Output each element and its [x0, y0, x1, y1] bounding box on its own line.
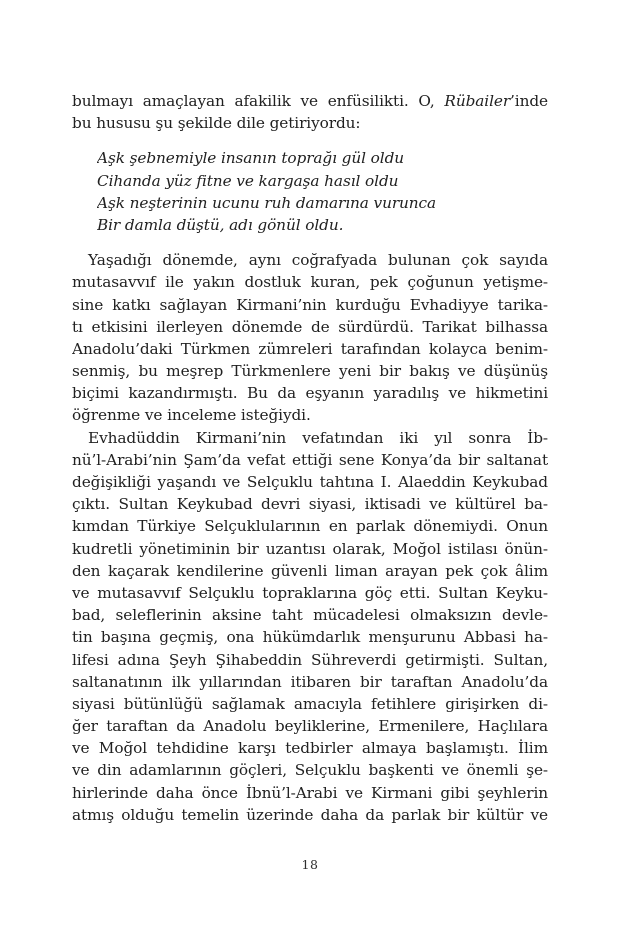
- continuation-paragraph: [72, 90, 548, 134]
- italic-text: Rübailer: [444, 92, 511, 110]
- text-line: bad, seleflerinin aksine taht mücadelesi olmaksızın devle-: [72, 606, 548, 625]
- text-line: kımdan Türkiye Selçuklularının en parlak dönemiydi. Onun: [72, 517, 548, 536]
- text-line: Yaşadığı dönemde, aynı coğrafyada bulunan çok sayıda: [88, 251, 548, 270]
- poem-quote: [97, 147, 548, 236]
- text-line: saltanatının ilk yıllarından itibaren bir taraftan Anadolu’da: [72, 672, 548, 691]
- text-line: ve mutasavvıf Selçuklu topraklarına göç etti. Sultan Keyku-: [72, 583, 548, 602]
- text-line: sine katkı sağlayan Kirmani’nin kurduğu Evhadiyye tarika-: [72, 295, 548, 314]
- text-line: Anadolu’daki Türkmen zümreleri tarafından kolayca benim-: [72, 339, 548, 358]
- text-line: mutasavvıf ile yakın dostluk kuran, pek çoğunun yetişme-: [72, 273, 548, 292]
- text-line: Aşk neşterinin ucunu ruh damarına vurunca: [97, 193, 437, 212]
- text-line: senmiş, bu meşrep Türkmenlere yeni bir bakış ve düşünüş: [72, 362, 548, 381]
- text-line: öğrenme ve inceleme isteğiydi.: [72, 406, 311, 425]
- text-line: Bir damla düştü, adı gönül oldu.: [97, 215, 344, 234]
- text-line: lifesi adına Şeyh Şihabeddin Sühreverdi getirmişti. Sultan,: [72, 650, 548, 669]
- text-line: nü’l-Arabi’nin Şam’da vefat ettiği sene Konya’da bir saltanat: [72, 450, 548, 469]
- body-paragraph-2: [72, 427, 548, 826]
- text-line: kudretli yönetiminin bir uzantısı olarak, Moğol istilası önün-: [72, 539, 548, 558]
- text-line: çıktı. Sultan Keykubad devri siyasi, iktisadi ve kültürel ba-: [72, 495, 548, 514]
- text-line: hirlerinde daha önce İbnü’l-Arabi ve Kirmani gibi şeyhlerin: [72, 783, 548, 802]
- text-line: değişikliği yaşandı ve Selçuklu tahtına I. Alaeddin Keykubad: [72, 473, 548, 491]
- text-line: ğer taraftan da Anadolu beyliklerine, Ermenilere, Haçlılara: [72, 717, 548, 736]
- text-line: ve Moğol tehdidine karşı tedbirler almaya başlamıştı. İlim: [72, 739, 548, 758]
- text-line: den kaçarak kendilerine güvenli liman arayan pek çok âlim: [72, 561, 548, 580]
- page-number: 18: [301, 857, 319, 872]
- text-line: tin başına geçmiş, ona hükümdarlık menşurunu Abbasi ha-: [72, 628, 548, 647]
- text-line: Evhadüddin Kirmani’nin vefatından iki yıl sonra İb-: [88, 428, 548, 447]
- text-segment: bulmayı amaçlayan afakilik ve enfüsilikti. O,: [72, 92, 445, 110]
- text-line: Aşk şebnemiyle insanın toprağı gül oldu: [97, 149, 405, 168]
- text-line: atmış olduğu temelin üzerinde daha da parlak bir kültür ve: [72, 805, 548, 824]
- text-line: ve din adamlarının göçleri, Selçuklu başkenti ve önemli şe-: [72, 761, 548, 780]
- text-column: [72, 90, 548, 826]
- text-line: [72, 90, 548, 112]
- text-line: biçimi kazandırmıştı. Bu da eşyanın yaradılış ve hikmetini: [72, 384, 548, 403]
- text-segment: ’inde: [510, 92, 548, 110]
- text-line: Cihanda yüz fitne ve kargaşa hasıl oldu: [97, 171, 399, 190]
- text-line: tı etkisini ilerleyen dönemde de sürdürdü. Tarikat bilhassa: [72, 317, 548, 336]
- body-paragraph-1: [72, 249, 548, 427]
- text-line: siyasi bütünlüğü sağlamak amacıyla fetihlere girişirken di-: [72, 694, 548, 713]
- text-line: bu hususu şu şekilde dile getiriyordu:: [72, 114, 361, 133]
